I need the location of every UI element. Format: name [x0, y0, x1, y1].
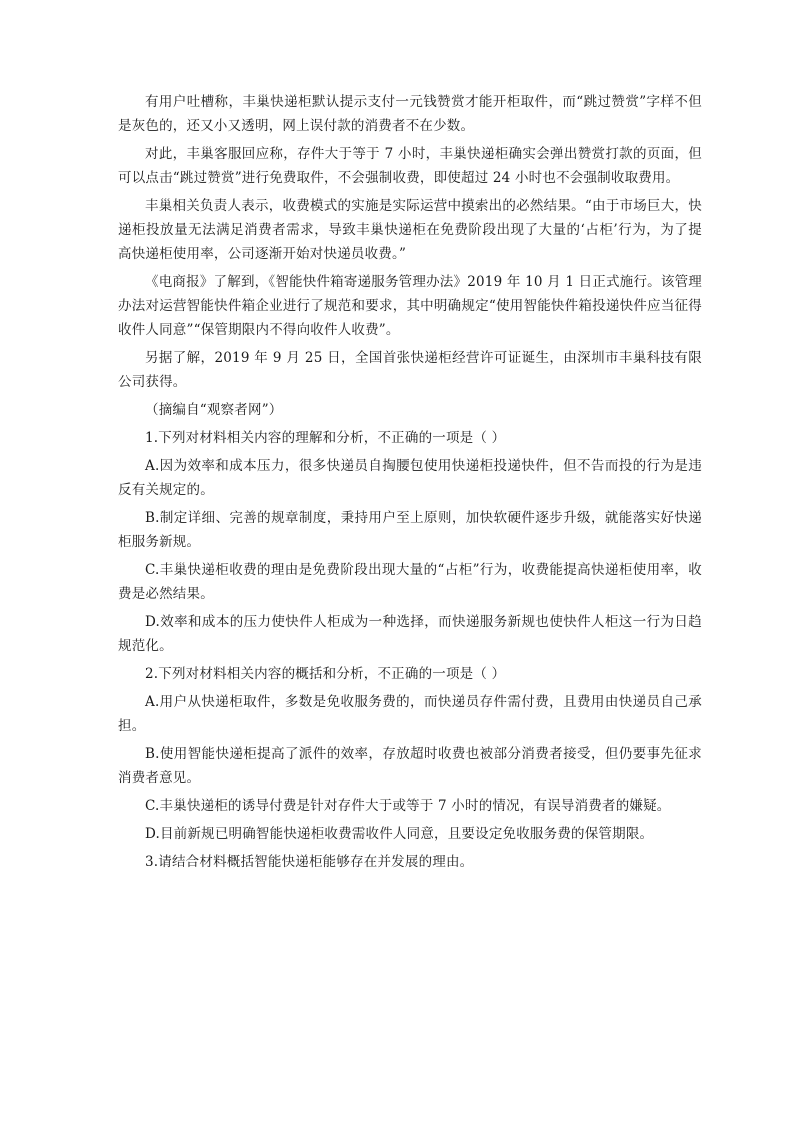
article-paragraph: 丰巢相关负责人表示，收费模式的实施是实际运营中摸索出的必然结果。“由于市场巨大，快递柜投放量无法满足消费者需求，导致丰巢快递柜在免费阶段出现了大量的‘占柜’行为，为了提高快递柜使用率，公司逐渐开始对快递员收费。”: [118, 198, 702, 262]
question-option: B.使用智能快递柜提高了派件的效率，存放超时收费也被部分消费者接受，但仍要事先征求消费者意见。: [118, 746, 702, 786]
question-stem: 2.下列对材料相关内容的概括和分析，不正确的一项是（ ）: [145, 666, 506, 682]
question-stem: 3.请结合材料概括智能快递柜能够存在并发展的理由。: [145, 854, 474, 870]
document-body: [118, 90, 702, 874]
article-paragraph: 有用户吐槽称，丰巢快递柜默认提示支付一元钱赞赏才能开柜取件，而“跳过赞赏”字样不但是灰色的，还又小又透明，网上误付款的消费者不在少数。: [118, 94, 702, 134]
article-paragraph: 《电商报》了解到，《智能快件箱寄递服务管理办法》2019 年 10 月 1 日正式施行。该管理办法对运营智能快件箱企业进行了规范和要求，其中明确规定“使用智能快件箱投递快件应当征得收件人同意”“保管期限内不得向收件人收费”。: [118, 274, 702, 338]
question-option: A.因为效率和成本压力，很多快递员自掏腰包使用快递柜投递快件，但不告而投的行为是违反有关规定的。: [118, 458, 702, 498]
question-option: A.用户从快递柜取件，多数是免收服务费的，而快递员存件需付费，且费用由快递员自己承担。: [118, 694, 702, 734]
question-option: D.目前新规已明确智能快递柜收费需收件人同意，且要设定免收服务费的保管期限。: [145, 826, 654, 842]
article-paragraph: 另据了解，2019 年 9 月 25 日，全国首张快递柜经营许可证诞生，由深圳市丰巢科技有限公司获得。: [118, 350, 702, 390]
question-option: C.丰巢快递柜的诱导付费是针对存件大于或等于 7 小时的情况，有误导消费者的嫌疑。: [145, 798, 671, 814]
article-paragraph: 对此，丰巢客服回应称，存件大于等于 7 小时，丰巢快递柜确实会弹出赞赏打款的页面，但可以点击“跳过赞赏”进行免费取件，不会强制收费，即使超过 24 小时也不会强制收取费用。: [118, 146, 702, 186]
question-option: C.丰巢快递柜收费的理由是免费阶段出现大量的“占柜”行为，收费能提高快递柜使用率，收费是必然结果。: [118, 562, 702, 602]
question-stem: 1.下列对材料相关内容的理解和分析，不正确的一项是（ ）: [145, 430, 506, 446]
question-option: B.制定详细、完善的规章制度，秉持用户至上原则，加快软硬件逐步升级，就能落实好快递柜服务新规。: [118, 510, 702, 550]
article-source: （摘编自“观察者网”）: [145, 402, 283, 418]
question-option: D.效率和成本的压力使快件人柜成为一种选择，而快递服务新规也使快件人柜这一行为日趋规范化。: [118, 614, 702, 654]
